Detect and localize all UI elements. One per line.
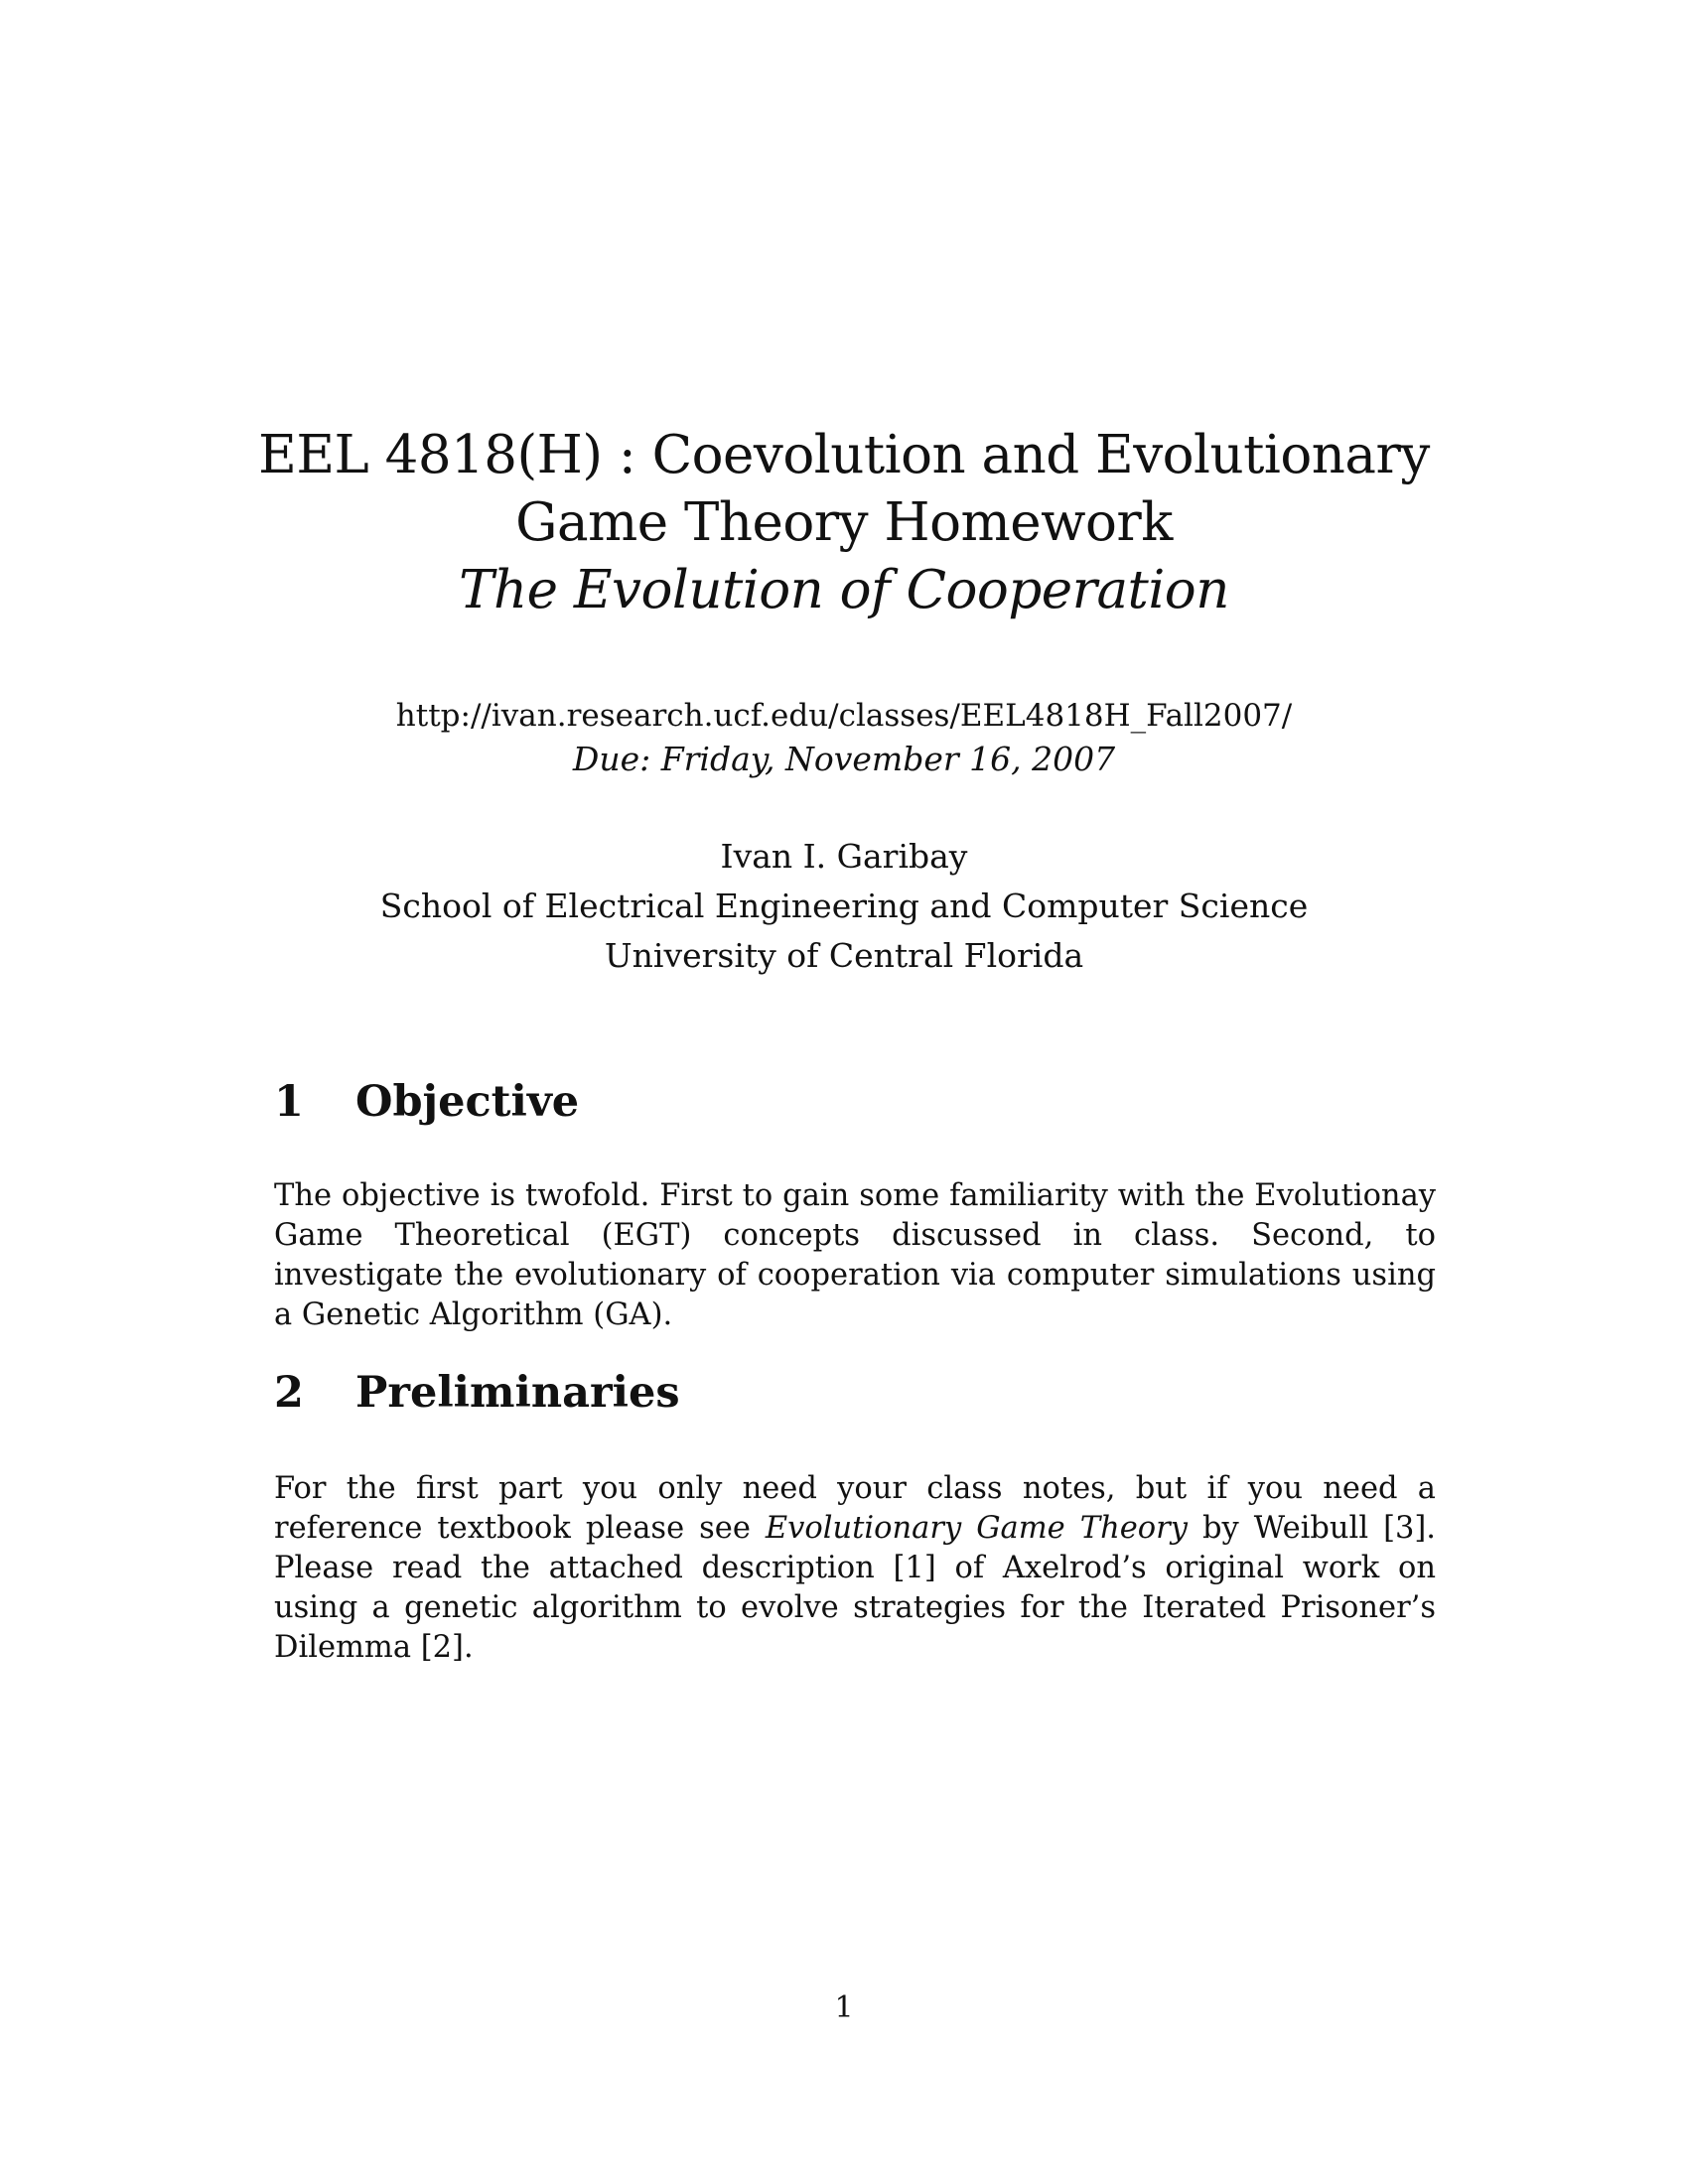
author-department: School of Electrical Engineering and Computer Science [379,887,1309,925]
section-number: 2 [274,1368,304,1418]
section-heading-preliminaries [274,1368,680,1418]
document-title [0,422,1688,624]
author-name: Ivan I. Garibay [720,837,968,876]
section-number: 1 [274,1077,304,1127]
author-block [0,832,1688,981]
title-line-2: Game Theory Homework [515,492,1173,553]
title-line-1: EEL 4818(H) : Coevolution and Evolutionary [258,425,1430,485]
objective-paragraph: The objective is twofold. First to gain some familiarity with the Evolutionay Game Theoretical (EGT) concepts discussed in class. Second, to investigate the evolutionary of cooperation via computer simulations using a Genetic Algorithm (GA). [274,1178,1436,1332]
paragraph-text: by Weibull [3]. Please read the attached description [1] of Axelrod’s original work on using a genetic algorithm to evolve strategies for the Iterated Prisoner’s Dilemma [2]. [274,1511,1436,1665]
book-title: Evolutionary Game Theory [765,1511,1188,1546]
document-subtitle: The Evolution of Cooperation [459,560,1229,620]
course-url: http://ivan.research.ucf.edu/classes/EEL4818H_Fall2007/ [395,698,1293,734]
author-institution: University of Central Florida [604,936,1084,975]
preliminaries-paragraph [274,1469,1436,1668]
due-date: Due: Friday, November 16, 2007 [572,740,1116,778]
section-heading-objective [274,1077,579,1127]
section-title: Preliminaries [355,1368,680,1418]
paragraph-text: For the first part you only need your class notes, but if you need a reference textbook please see [274,1471,1436,1546]
section-title: Objective [355,1077,580,1127]
page-number: 1 [834,1990,854,2025]
